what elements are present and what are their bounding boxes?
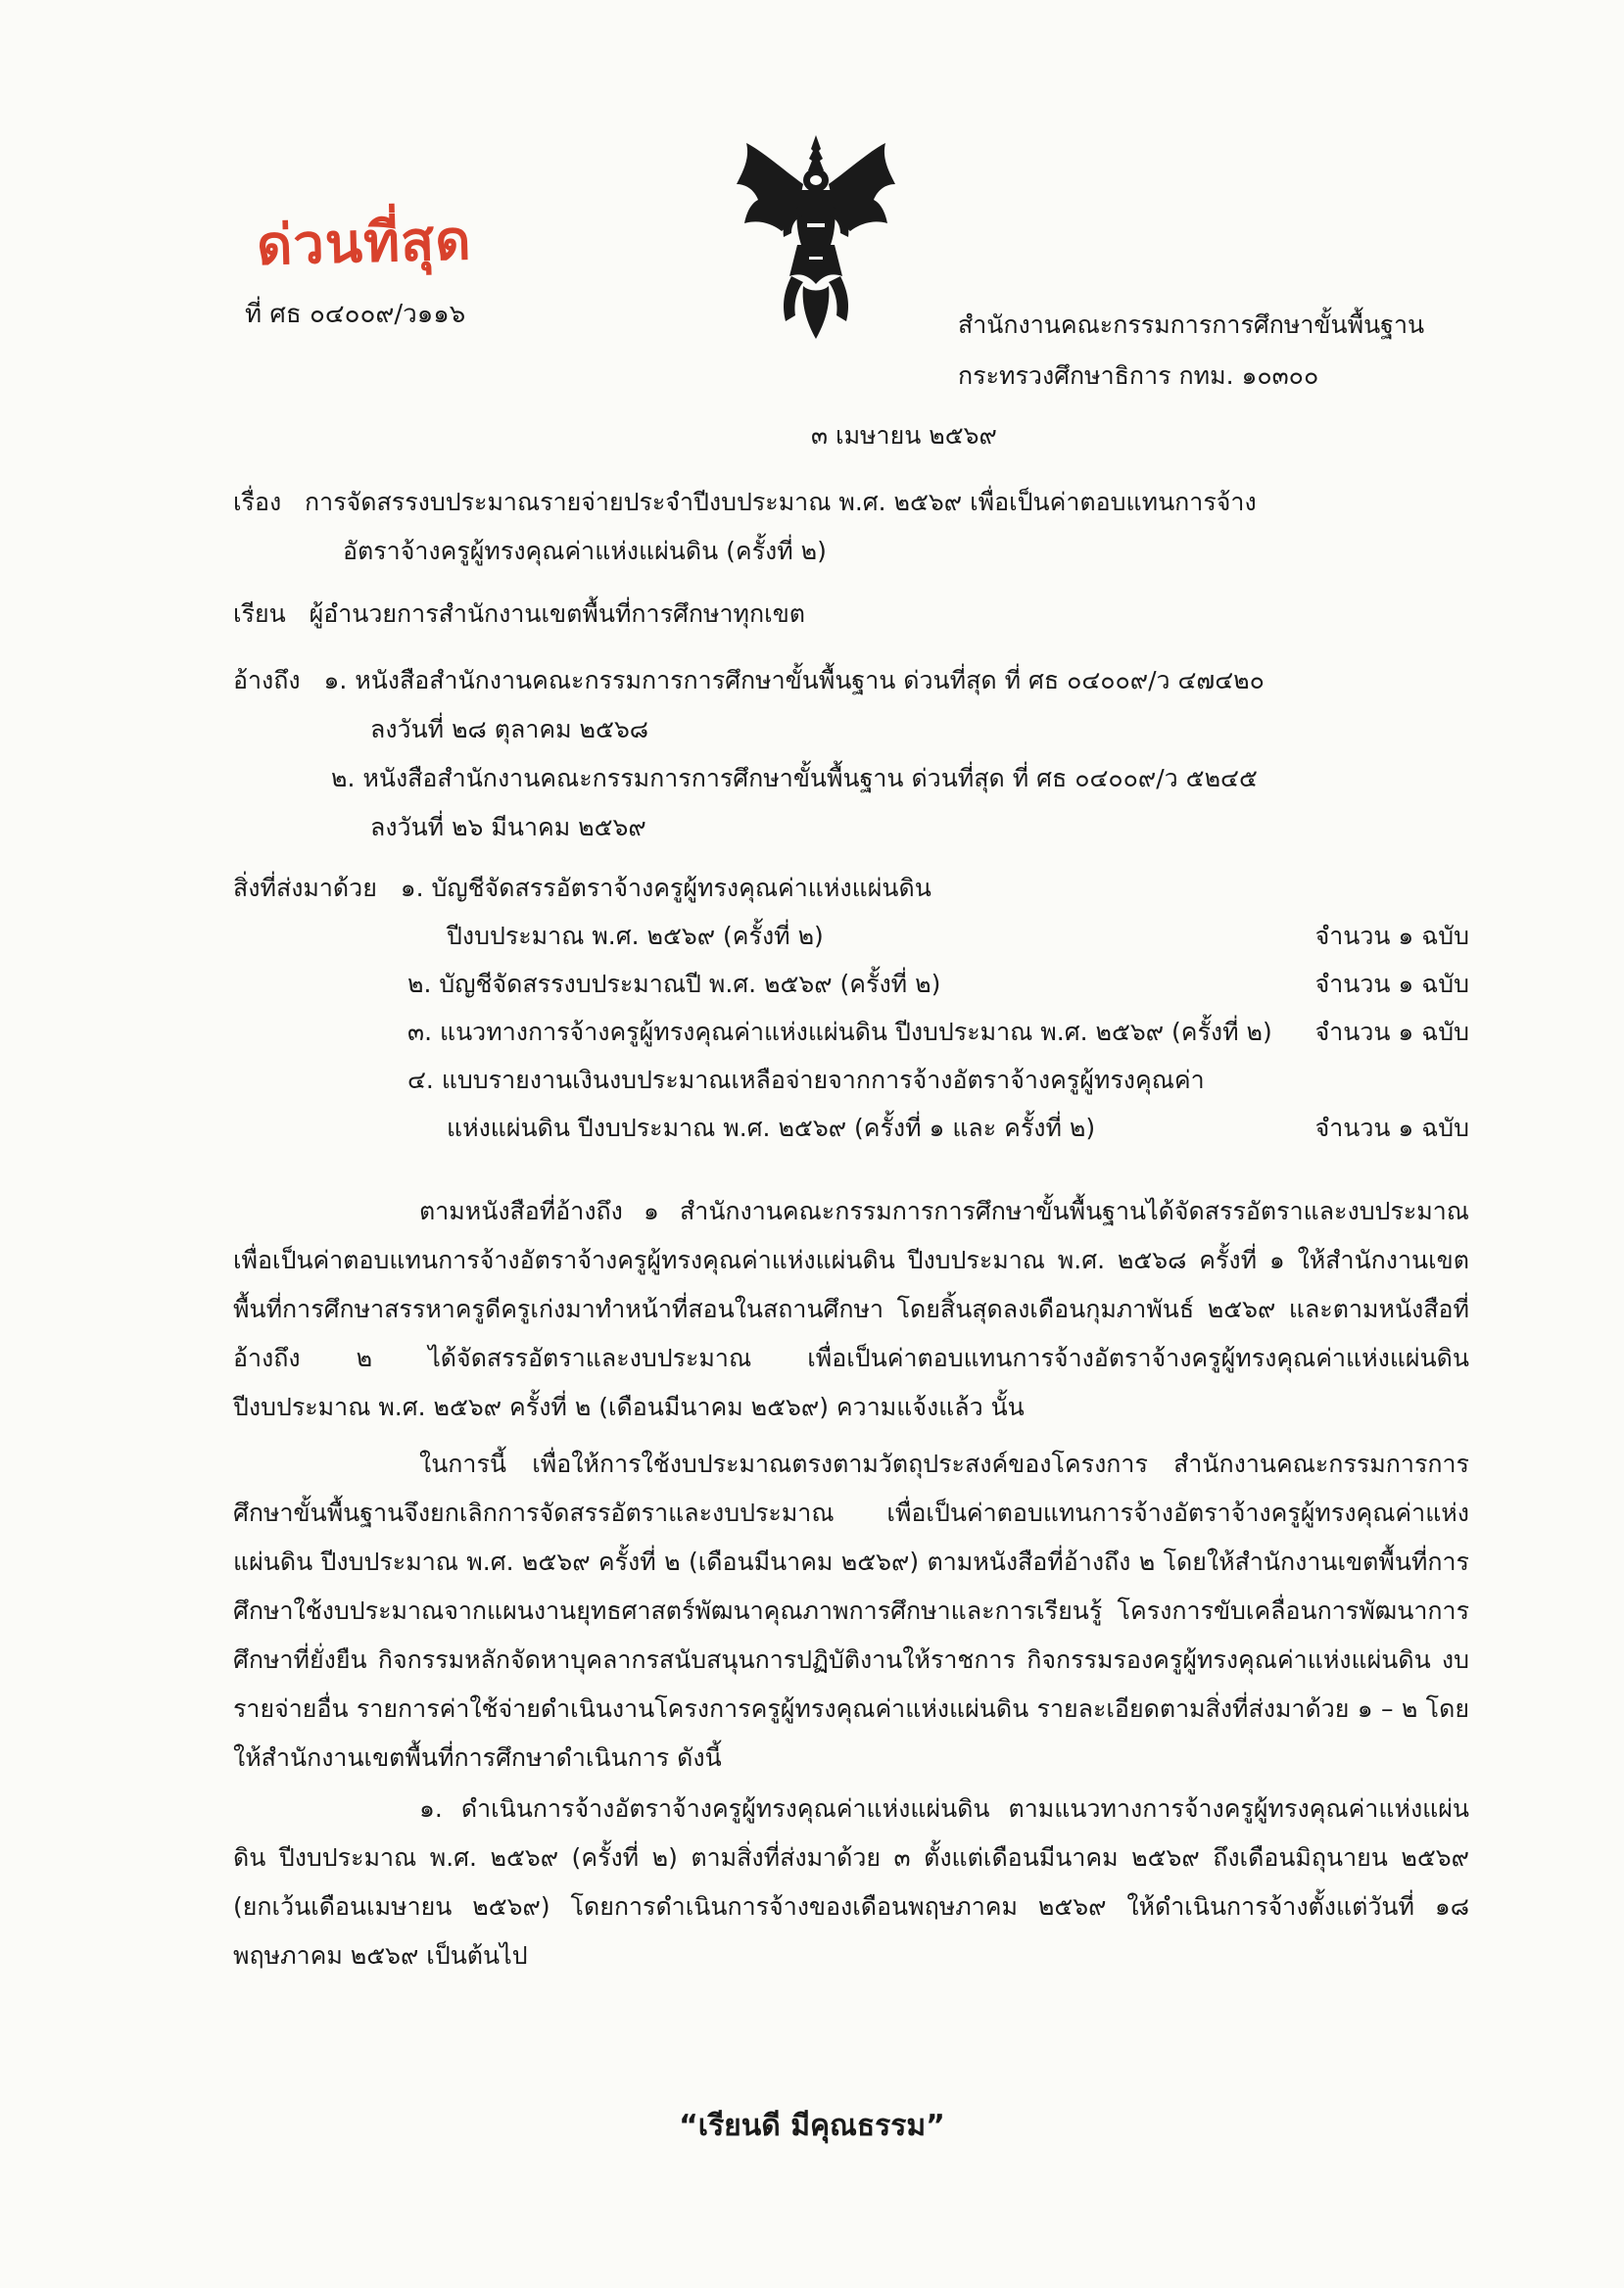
enclosure-3: ๓. แนวทางการจ้างครูผู้ทรงคุณค่าแห่งแผ่นดิน ปีงบประมาณ พ.ศ. ๒๕๖๙ (ครั้งที่ ๒) [407,1018,1272,1046]
enclosure-2: ๒. บัญชีจัดสรรงบประมาณปี พ.ศ. ๒๕๖๙ (ครั้งที่ ๒) [407,970,941,998]
subject-label: เรื่อง [233,488,282,516]
enclosures-label: สิ่งที่ส่งมาด้วย [233,874,377,902]
paragraph-3-text: ๑. ดำเนินการจ้างอัตราจ้างครูผู้ทรงคุณค่าแห่งแผ่นดิน ตามแนวทางการจ้างครูผู้ทรงคุณค่าแห่งแผ่นดิน ปีงบประมาณ พ.ศ. ๒๕๖๙ (ครั้งที่ ๒) ตามสิ่งที่ส่งมาด้วย ๓ ตั้งแต่เดือนมีนาคม ๒๕๖๙ ถึงเดือนมิถุนายน ๒๕๖๙ (ยกเว้นเดือนเมษายน ๒๕๖๙) โดยการดำเนินการจ้างของเดือนพฤษภาคม ๒๕๖๙ ให้ดำเนินการจ้างตั้งแต่วันที่ ๑๘ พฤษภาคม ๒๕๖๙ เป็นต้นไป [233,1794,1469,1970]
body-paragraph-2 [233,1440,1469,1783]
salutation-text: ผู้อำนวยการสำนักงานเขตพื้นที่การศึกษาทุกเขต [309,599,806,628]
references-label: อ้างถึง [233,666,301,694]
enclosure-2-quantity: จำนวน ๑ ฉบับ [1314,970,1469,998]
reference-1-line-1: ๑. หนังสือสำนักงานคณะกรรมการการศึกษาขั้นพื้นฐาน ด่วนที่สุด ที่ ศธ ๐๔๐๐๙/ว ๔๗๔๒๐ [323,666,1265,694]
agency-name: สำนักงานคณะกรรมการการศึกษาขั้นพื้นฐาน [958,310,1425,339]
enclosure-3-quantity: จำนวน ๑ ฉบับ [1314,1018,1469,1046]
enclosures-block [233,864,1469,1152]
garuda-emblem-icon [733,129,899,343]
salutation [233,590,805,639]
enclosure-4-quantity: จำนวน ๑ ฉบับ [1314,1114,1469,1142]
subject-block [233,478,1257,576]
enclosure-1-line-1: ๑. บัญชีจัดสรรอัตราจ้างครูผู้ทรงคุณค่าแห่งแผ่นดิน [400,874,931,902]
reference-2-line-1: ๒. หนังสือสำนักงานคณะกรรมการการศึกษาขั้นพื้นฐาน ด่วนที่สุด ที่ ศธ ๐๔๐๐๙/ว ๕๒๔๕ [331,764,1258,792]
salutation-label: เรียน [233,599,286,628]
enclosure-4-line-2: แห่งแผ่นดิน ปีงบประมาณ พ.ศ. ๒๕๖๙ (ครั้งที่ ๑ และ ครั้งที่ ๒) [447,1114,1096,1142]
document-number: ที่ ศธ ๐๔๐๐๙/ว๑๑๖ [245,300,466,329]
enclosure-4-line-1: ๔. แบบรายงานเงินงบประมาณเหลือจ่ายจากการจ้างอัตราจ้างครูผู้ทรงคุณค่า [407,1066,1205,1094]
urgent-stamp: ด่วนที่สุด [256,209,473,278]
footer-motto: “เรียนดี มีคุณธรรม” [679,2109,945,2143]
enclosure-1-quantity: จำนวน ๑ ฉบับ [1314,922,1469,950]
enclosure-1-line-2: ปีงบประมาณ พ.ศ. ๒๕๖๙ (ครั้งที่ ๒) [447,922,824,950]
agency-location: กระทรวงศึกษาธิการ กทม. ๑๐๓๐๐ [958,361,1319,390]
reference-2-line-2: ลงวันที่ ๒๖ มีนาคม ๒๕๖๙ [370,813,646,841]
agency-address [958,300,1424,402]
paragraph-2-text: ในการนี้ เพื่อให้การใช้งบประมาณตรงตามวัตถุประสงค์ของโครงการ สำนักงานคณะกรรมการการศึกษาขั้นพื้นฐานจึงยกเลิกการจัดสรรอัตราและงบประมาณ เพื่อเป็นค่าตอบแทนการจ้างอัตราจ้างครูผู้ทรงคุณค่าแห่งแผ่นดิน ปีงบประมาณ พ.ศ. ๒๕๖๙ ครั้งที่ ๒ (เดือนมีนาคม ๒๕๖๙) ตามหนังสือที่อ้างถึง ๒ โดยให้สำนักงานเขตพื้นที่การศึกษาใช้งบประมาณจากแผนงานยุทธศาสตร์พัฒนาคุณภาพการศึกษาและการเรียนรู้ โครงการขับเคลื่อนการพัฒนาการศึกษาที่ยั่งยืน กิจกรรมหลักจัดหาบุคลากรสนับสนุนการปฏิบัติงานให้ราชการ กิจกรรมรองครูผู้ทรงคุณค่าแห่งแผ่นดิน งบรายจ่ายอื่น รายการค่าใช้จ่ายดำเนินงานโครงการครูผู้ทรงคุณค่าแห่งแผ่นดิน รายละเอียดตามสิ่งที่ส่งมาด้วย ๑ – ๒ โดยให้สำนักงานเขตพื้นที่การศึกษาดำเนินการ ดังนี้ [233,1450,1469,1772]
references-block [233,656,1265,852]
subject-line-1: การจัดสรรงบประมาณรายจ่ายประจำปีงบประมาณ พ.ศ. ๒๕๖๙ เพื่อเป็นค่าตอบแทนการจ้าง [305,488,1257,516]
subject-line-2: อัตราจ้างครูผู้ทรงคุณค่าแห่งแผ่นดิน (ครั้งที่ ๒) [343,537,827,565]
reference-1-line-2: ลงวันที่ ๒๘ ตุลาคม ๒๕๖๘ [370,715,649,743]
paragraph-1-text: ตามหนังสือที่อ้างถึง ๑ สำนักงานคณะกรรมการการศึกษาขั้นพื้นฐานได้จัดสรรอัตราและงบประมาณเพื่อเป็นค่าตอบแทนการจ้างอัตราจ้างครูผู้ทรงคุณค่าแห่งแผ่นดิน ปีงบประมาณ พ.ศ. ๒๕๖๘ ครั้งที่ ๑ ให้สำนักงานเขตพื้นที่การศึกษาสรรหาครูดีครูเก่งมาทำหน้าที่สอนในสถานศึกษา โดยสิ้นสุดลงเดือนกุมภาพันธ์ ๒๕๖๙ และตามหนังสือที่อ้างถึง ๒ ได้จัดสรรอัตราและงบประมาณ เพื่อเป็นค่าตอบแทนการจ้างอัตราจ้างครูผู้ทรงคุณค่าแห่งแผ่นดิน ปีงบประมาณ พ.ศ. ๒๕๖๙ ครั้งที่ ๒ (เดือนมีนาคม ๒๕๖๙) ความแจ้งแล้ว นั้น [233,1197,1469,1421]
document-date: ๓ เมษายน ๒๕๖๙ [811,421,997,450]
body-paragraph-3 [233,1785,1469,1980]
body-paragraph-1 [233,1187,1469,1432]
